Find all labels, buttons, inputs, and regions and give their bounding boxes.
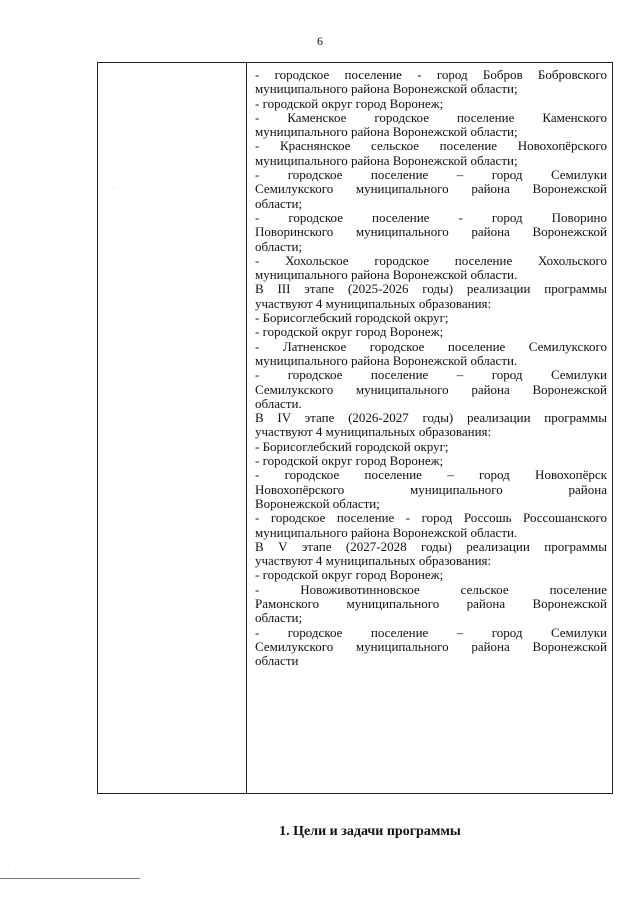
table-text-line: - Краснянское сельское поселение Новохопёрского [255, 138, 607, 154]
table-text-line: - городское поселение - город Бобров Бобровского [255, 67, 607, 82]
table-text-line: - Новоживотинновское сельское поселение [255, 581, 607, 597]
scan-speck: · [8, 862, 10, 868]
table-text-line: области [255, 653, 299, 669]
table-text-line: - городской округ город Воронеж; [255, 453, 444, 469]
table-text-line: - городской округ город Воронеж; [255, 95, 444, 111]
table-text-line: муниципального района Воронежской области; [255, 81, 518, 97]
table-text-line: В III этапе (2025-2026 годы) реализации программы [255, 281, 607, 297]
program-table [97, 62, 613, 794]
table-text-line: Поворинского муниципального района Воронежской [255, 224, 607, 240]
scan-speck: · [112, 186, 114, 192]
table-text-line: - городское поселение – город Семилуки [255, 367, 607, 383]
table-text-line: области; [255, 610, 303, 626]
table-text-line: области. [255, 395, 302, 411]
table-right-cell [255, 68, 607, 668]
table-text-line: - Каменское городское поселение Каменского [255, 109, 607, 125]
table-text-line: - городское поселение – город Семилуки [255, 167, 607, 183]
table-text-line: муниципального района Воронежской области. [255, 352, 518, 368]
table-text-line: участвуют 4 муниципальных образования: [255, 295, 492, 311]
table-text-line: Семилукского муниципального района Воронежской [255, 638, 607, 654]
table-text-line: Семилукского муниципального района Воронежской [255, 381, 607, 397]
table-text-line: - Хохольское городское поселение Хохольского [255, 252, 607, 268]
table-text-line: - городской округ город Воронеж; [255, 567, 444, 583]
table-text-line: Воронежской области; [255, 495, 380, 511]
table-text-line: муниципального района Воронежской области. [255, 524, 518, 540]
table-text-line: - городское поселение – город Семилуки [255, 624, 607, 640]
table-text-line: муниципального района Воронежской области; [255, 124, 518, 140]
table-text-line: Новохопёрского муниципального района [255, 481, 607, 497]
table-text-line: - Борисоглебский городской округ; [255, 310, 449, 326]
table-text-line: области; [255, 195, 303, 211]
table-text-line: - Латненское городское поселение Семилукского [255, 338, 607, 354]
table-text-line: муниципального района Воронежской области. [255, 267, 518, 283]
table-text-line: - городское поселение - город Россошь Россошанского [255, 510, 607, 526]
page-number: 6 [317, 34, 323, 48]
table-text-line: Семилукского муниципального района Воронежской [255, 181, 607, 197]
footnote-divider [0, 878, 140, 879]
table-text-line: В IV этапе (2026-2027 годы) реализации программы [255, 410, 607, 426]
table-text-line: - городское поселение – город Новохопёрск [255, 467, 607, 483]
table-text-line: муниципального района Воронежской области; [255, 152, 518, 168]
table-text-line: участвуют 4 муниципальных образования: [255, 553, 492, 569]
table-text-line: области; [255, 238, 303, 254]
table-text-line: В V этапе (2027-2028 годы) реализации программы [255, 538, 607, 554]
table-text-line: - Борисоглебский городской округ; [255, 438, 449, 454]
table-text-line: - городской округ город Воронеж; [255, 324, 444, 340]
table-left-cell [98, 63, 247, 793]
table-text-line: - городское поселение - город Поворино [255, 209, 607, 225]
table-text-line: участвуют 4 муниципальных образования: [255, 424, 492, 440]
table-text-line: Рамонского муниципального района Воронежской [255, 595, 607, 611]
section-title: 1. Цели и задачи программы [279, 824, 461, 839]
